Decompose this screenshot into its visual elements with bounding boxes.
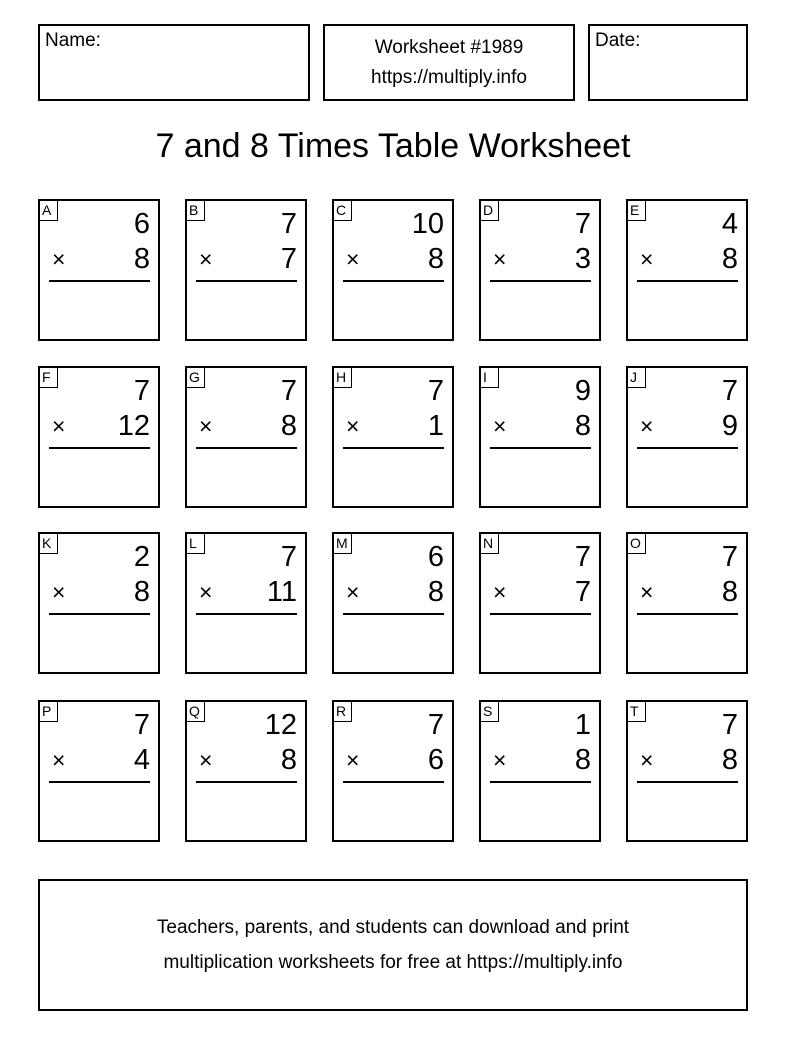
worksheet-number: Worksheet #1989	[374, 37, 524, 58]
problem-letter: H	[332, 366, 352, 388]
multiply-sign: ×	[640, 413, 654, 439]
problem-bottom-number: 3	[574, 243, 591, 275]
problem-card	[626, 700, 748, 842]
problem-letter: F	[38, 366, 58, 388]
problem-card	[38, 366, 160, 508]
name-field-box	[38, 24, 310, 101]
problem-card	[479, 366, 601, 508]
problem-top-number: 7	[721, 709, 738, 741]
answer-line	[343, 447, 444, 449]
problem-top-number: 12	[264, 709, 297, 741]
multiply-sign: ×	[346, 579, 360, 605]
problem-card	[38, 199, 160, 341]
multiply-sign: ×	[640, 579, 654, 605]
problem-card	[479, 532, 601, 674]
multiply-sign: ×	[199, 246, 213, 272]
footer-box	[38, 879, 748, 1011]
problem-card	[185, 532, 307, 674]
problem-letter: D	[479, 199, 499, 221]
problem-bottom-number: 4	[133, 744, 150, 776]
problem-bottom-number: 8	[427, 576, 444, 608]
problem-letter: J	[626, 366, 646, 388]
multiply-sign: ×	[52, 747, 66, 773]
multiply-sign: ×	[346, 413, 360, 439]
problem-bottom-number: 8	[133, 243, 150, 275]
answer-line	[490, 781, 591, 783]
answer-line	[196, 447, 297, 449]
problem-top-number: 7	[574, 208, 591, 240]
answer-line	[637, 447, 738, 449]
problem-bottom-number: 8	[280, 744, 297, 776]
problem-card	[185, 366, 307, 508]
multiply-sign: ×	[199, 413, 213, 439]
multiply-sign: ×	[493, 579, 507, 605]
problem-card	[626, 532, 748, 674]
problem-bottom-number: 8	[280, 410, 297, 442]
problem-letter: M	[332, 532, 352, 554]
problem-top-number: 4	[721, 208, 738, 240]
answer-line	[490, 613, 591, 615]
problem-letter: L	[185, 532, 205, 554]
multiply-sign: ×	[493, 413, 507, 439]
problem-card	[332, 700, 454, 842]
answer-line	[637, 781, 738, 783]
problem-bottom-number: 1	[427, 410, 444, 442]
answer-line	[343, 280, 444, 282]
problem-top-number: 1	[574, 709, 591, 741]
footer-line-2: multiplication worksheets for free at https://multiply.info	[163, 952, 623, 973]
problem-top-number: 7	[280, 375, 297, 407]
answer-line	[196, 280, 297, 282]
problem-letter: B	[185, 199, 205, 221]
date-field-box	[588, 24, 748, 101]
multiply-sign: ×	[199, 747, 213, 773]
problem-bottom-number: 7	[280, 243, 297, 275]
problem-top-number: 7	[427, 709, 444, 741]
problem-top-number: 7	[280, 208, 297, 240]
problem-card	[185, 700, 307, 842]
problem-letter: N	[479, 532, 499, 554]
problem-card	[332, 366, 454, 508]
problem-top-number: 7	[721, 541, 738, 573]
problem-card	[38, 700, 160, 842]
problem-card	[626, 366, 748, 508]
problem-letter: A	[38, 199, 58, 221]
problem-card	[38, 532, 160, 674]
problem-top-number: 2	[133, 541, 150, 573]
answer-line	[637, 280, 738, 282]
multiply-sign: ×	[346, 747, 360, 773]
problem-bottom-number: 9	[721, 410, 738, 442]
answer-line	[490, 447, 591, 449]
website-url: https://multiply.info	[371, 67, 527, 88]
problem-bottom-number: 11	[266, 576, 297, 608]
problem-card	[332, 532, 454, 674]
problem-letter: G	[185, 366, 205, 388]
multiply-sign: ×	[199, 579, 213, 605]
problem-bottom-number: 6	[427, 744, 444, 776]
problem-top-number: 7	[427, 375, 444, 407]
date-label: Date:	[595, 30, 641, 51]
problem-card	[626, 199, 748, 341]
problem-letter: S	[479, 700, 499, 722]
answer-line	[196, 613, 297, 615]
problem-top-number: 7	[133, 375, 150, 407]
multiply-sign: ×	[346, 246, 360, 272]
multiply-sign: ×	[52, 246, 66, 272]
problem-top-number: 7	[574, 541, 591, 573]
problem-bottom-number: 8	[427, 243, 444, 275]
problem-card	[479, 700, 601, 842]
problem-card	[185, 199, 307, 341]
problem-top-number: 7	[133, 709, 150, 741]
answer-line	[343, 781, 444, 783]
problem-bottom-number: 8	[721, 576, 738, 608]
answer-line	[49, 613, 150, 615]
multiply-sign: ×	[493, 747, 507, 773]
multiply-sign: ×	[52, 413, 66, 439]
problem-card	[479, 199, 601, 341]
problem-letter: P	[38, 700, 58, 722]
answer-line	[49, 447, 150, 449]
problem-letter: E	[626, 199, 646, 221]
answer-line	[343, 613, 444, 615]
problem-bottom-number: 8	[721, 243, 738, 275]
problem-bottom-number: 12	[117, 410, 150, 442]
worksheet-info-box	[323, 24, 575, 101]
problem-top-number: 6	[133, 208, 150, 240]
multiply-sign: ×	[640, 747, 654, 773]
problem-bottom-number: 8	[574, 744, 591, 776]
problem-letter: O	[626, 532, 646, 554]
problem-bottom-number: 8	[574, 410, 591, 442]
answer-line	[49, 781, 150, 783]
problem-top-number: 6	[427, 541, 444, 573]
problem-letter: T	[626, 700, 646, 722]
answer-line	[637, 613, 738, 615]
problem-top-number: 7	[280, 541, 297, 573]
problem-top-number: 10	[411, 208, 444, 240]
multiply-sign: ×	[493, 246, 507, 272]
problem-bottom-number: 7	[574, 576, 591, 608]
worksheet-title: 7 and 8 Times Table Worksheet	[155, 127, 631, 165]
problem-letter: I	[479, 366, 499, 388]
name-label: Name:	[45, 30, 101, 51]
multiply-sign: ×	[52, 579, 66, 605]
footer-line-1: Teachers, parents, and students can download and print	[156, 917, 630, 938]
multiply-sign: ×	[640, 246, 654, 272]
problem-letter: R	[332, 700, 352, 722]
problem-top-number: 9	[574, 375, 591, 407]
answer-line	[196, 781, 297, 783]
problem-letter: C	[332, 199, 352, 221]
problem-card	[332, 199, 454, 341]
problem-bottom-number: 8	[133, 576, 150, 608]
problem-bottom-number: 8	[721, 744, 738, 776]
problem-letter: K	[38, 532, 58, 554]
answer-line	[490, 280, 591, 282]
answer-line	[49, 280, 150, 282]
problem-top-number: 7	[721, 375, 738, 407]
problem-letter: Q	[185, 700, 205, 722]
